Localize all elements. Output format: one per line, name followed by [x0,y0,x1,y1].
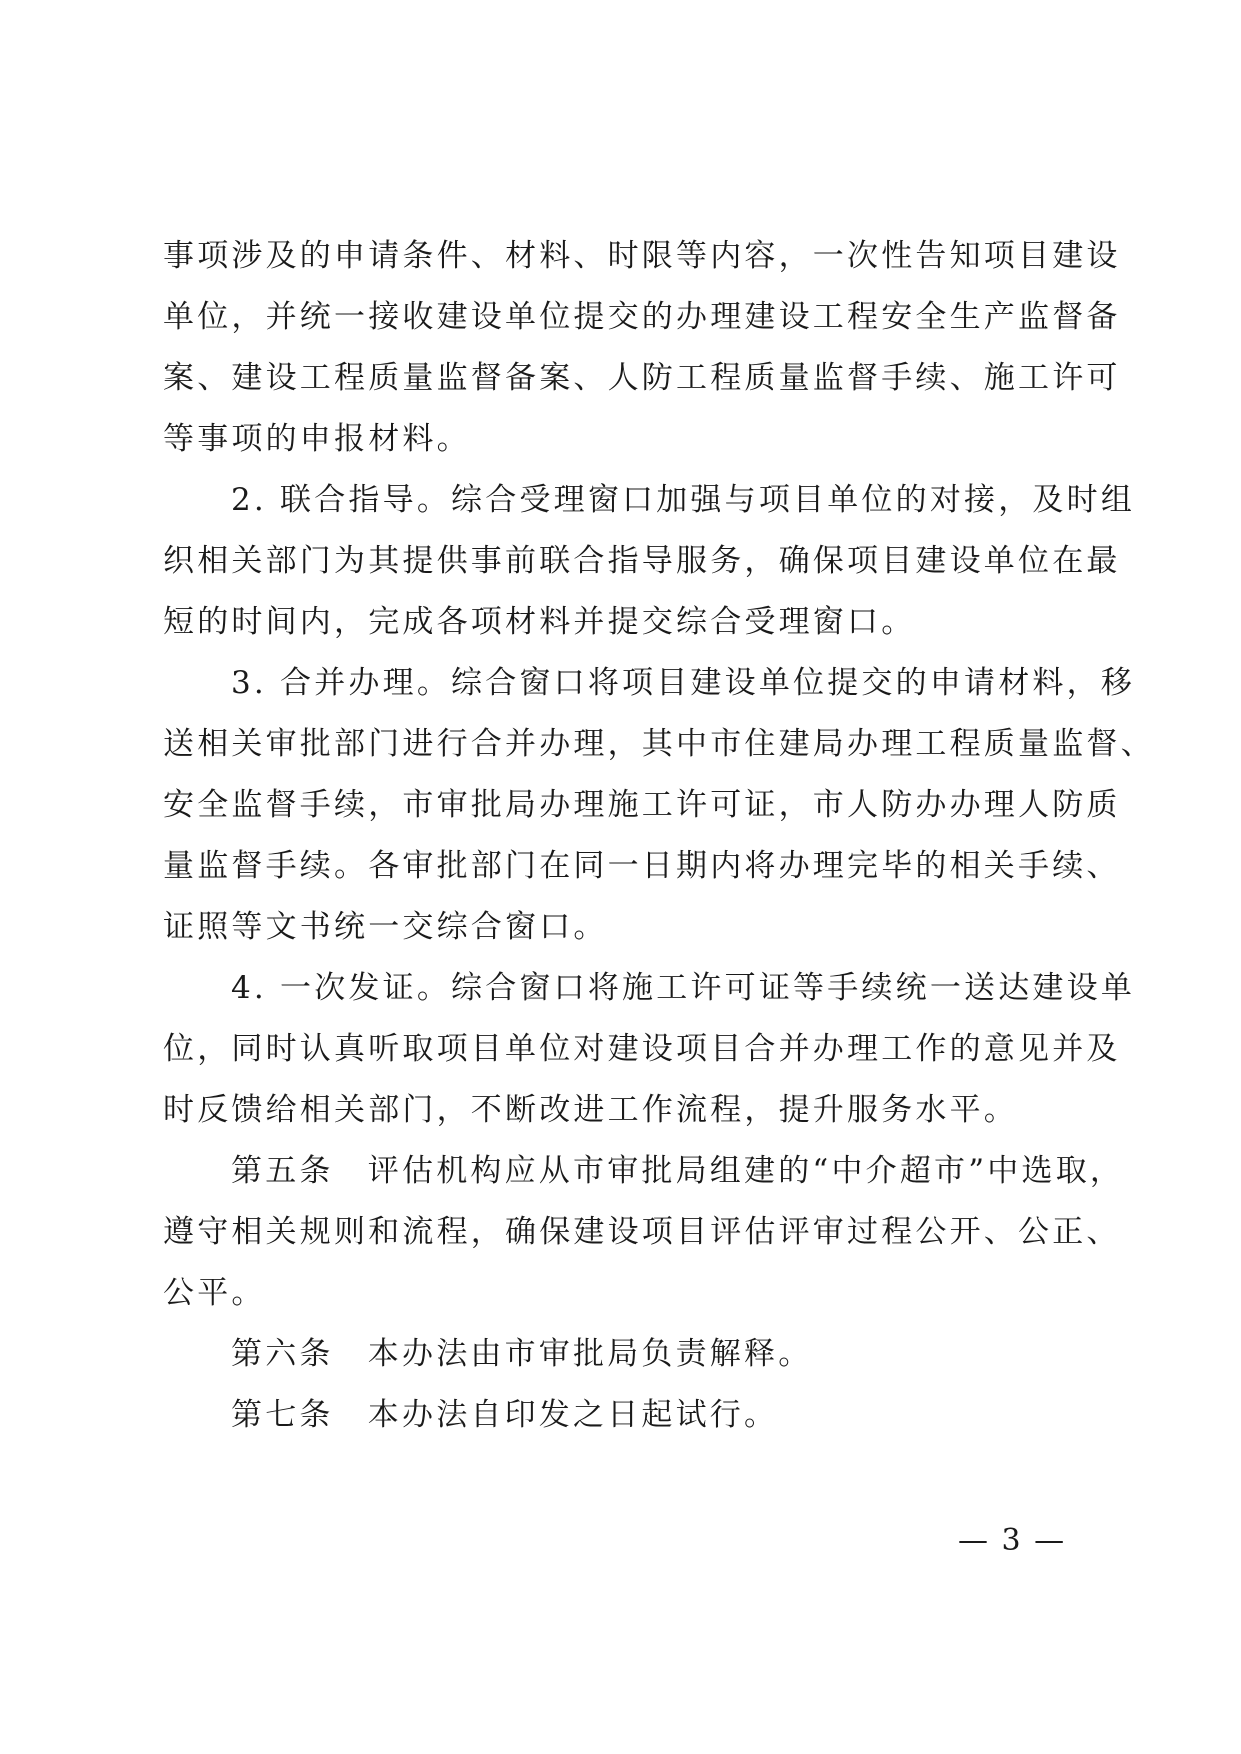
text-line: 案、建设工程质量监督备案、人防工程质量监督手续、施工许可 [163,360,1121,396]
text-line: 送相关审批部门进行合并办理，其中市住建局办理工程质量监督、 [163,726,1155,762]
article-seven [163,1385,1083,1446]
paragraph-joint-guidance [163,470,1136,653]
text-line: 第五条 评估机构应从市审批局组建的“中介超市”中选取， [231,1153,1125,1189]
text-line: 3. 合并办理。综合窗口将项目建设单位提交的申请材料，移 [231,665,1136,701]
text-line: 位，同时认真听取项目单位对建设项目合并办理工作的意见并及 [163,1031,1121,1067]
text-line: 2. 联合指导。综合受理窗口加强与项目单位的对接，及时组 [231,482,1136,518]
text-line: 织相关部门为其提供事前联合指导服务，确保项目建设单位在最 [163,543,1121,579]
text-line: 单位，并统一接收建设单位提交的办理建设工程安全生产监督备 [163,299,1121,335]
text-line: 公平。 [163,1275,266,1311]
text-line: 第七条 本办法自印发之日起试行。 [231,1397,779,1433]
text-line: 证照等文书统一交综合窗口。 [163,909,608,945]
article-six [163,1324,1083,1385]
text-line: 第六条 本办法由市审批局负责解释。 [231,1336,813,1372]
document-body [163,226,1155,1446]
paragraph-notification [163,226,1121,470]
article-five [163,1141,1125,1324]
page-number: — 3 — [958,1523,1067,1558]
paragraph-merged-processing [163,653,1155,958]
text-line: 4. 一次发证。综合窗口将施工许可证等手续统一送达建设单 [231,970,1136,1006]
text-line: 等事项的申报材料。 [163,421,471,457]
text-line: 安全监督手续，市审批局办理施工许可证，市人防办办理人防质 [163,787,1121,823]
text-line: 短的时间内，完成各项材料并提交综合受理窗口。 [163,604,916,640]
text-line: 量监督手续。各审批部门在同一日期内将办理完毕的相关手续、 [163,848,1121,884]
text-line: 时反馈给相关部门，不断改进工作流程，提升服务水平。 [163,1092,1018,1128]
text-line: 事项涉及的申请条件、材料、时限等内容，一次性告知项目建设 [163,238,1121,274]
paragraph-one-time-issuance [163,958,1136,1141]
text-line: 遵守相关规则和流程，确保建设项目评估评审过程公开、公正、 [163,1214,1121,1250]
